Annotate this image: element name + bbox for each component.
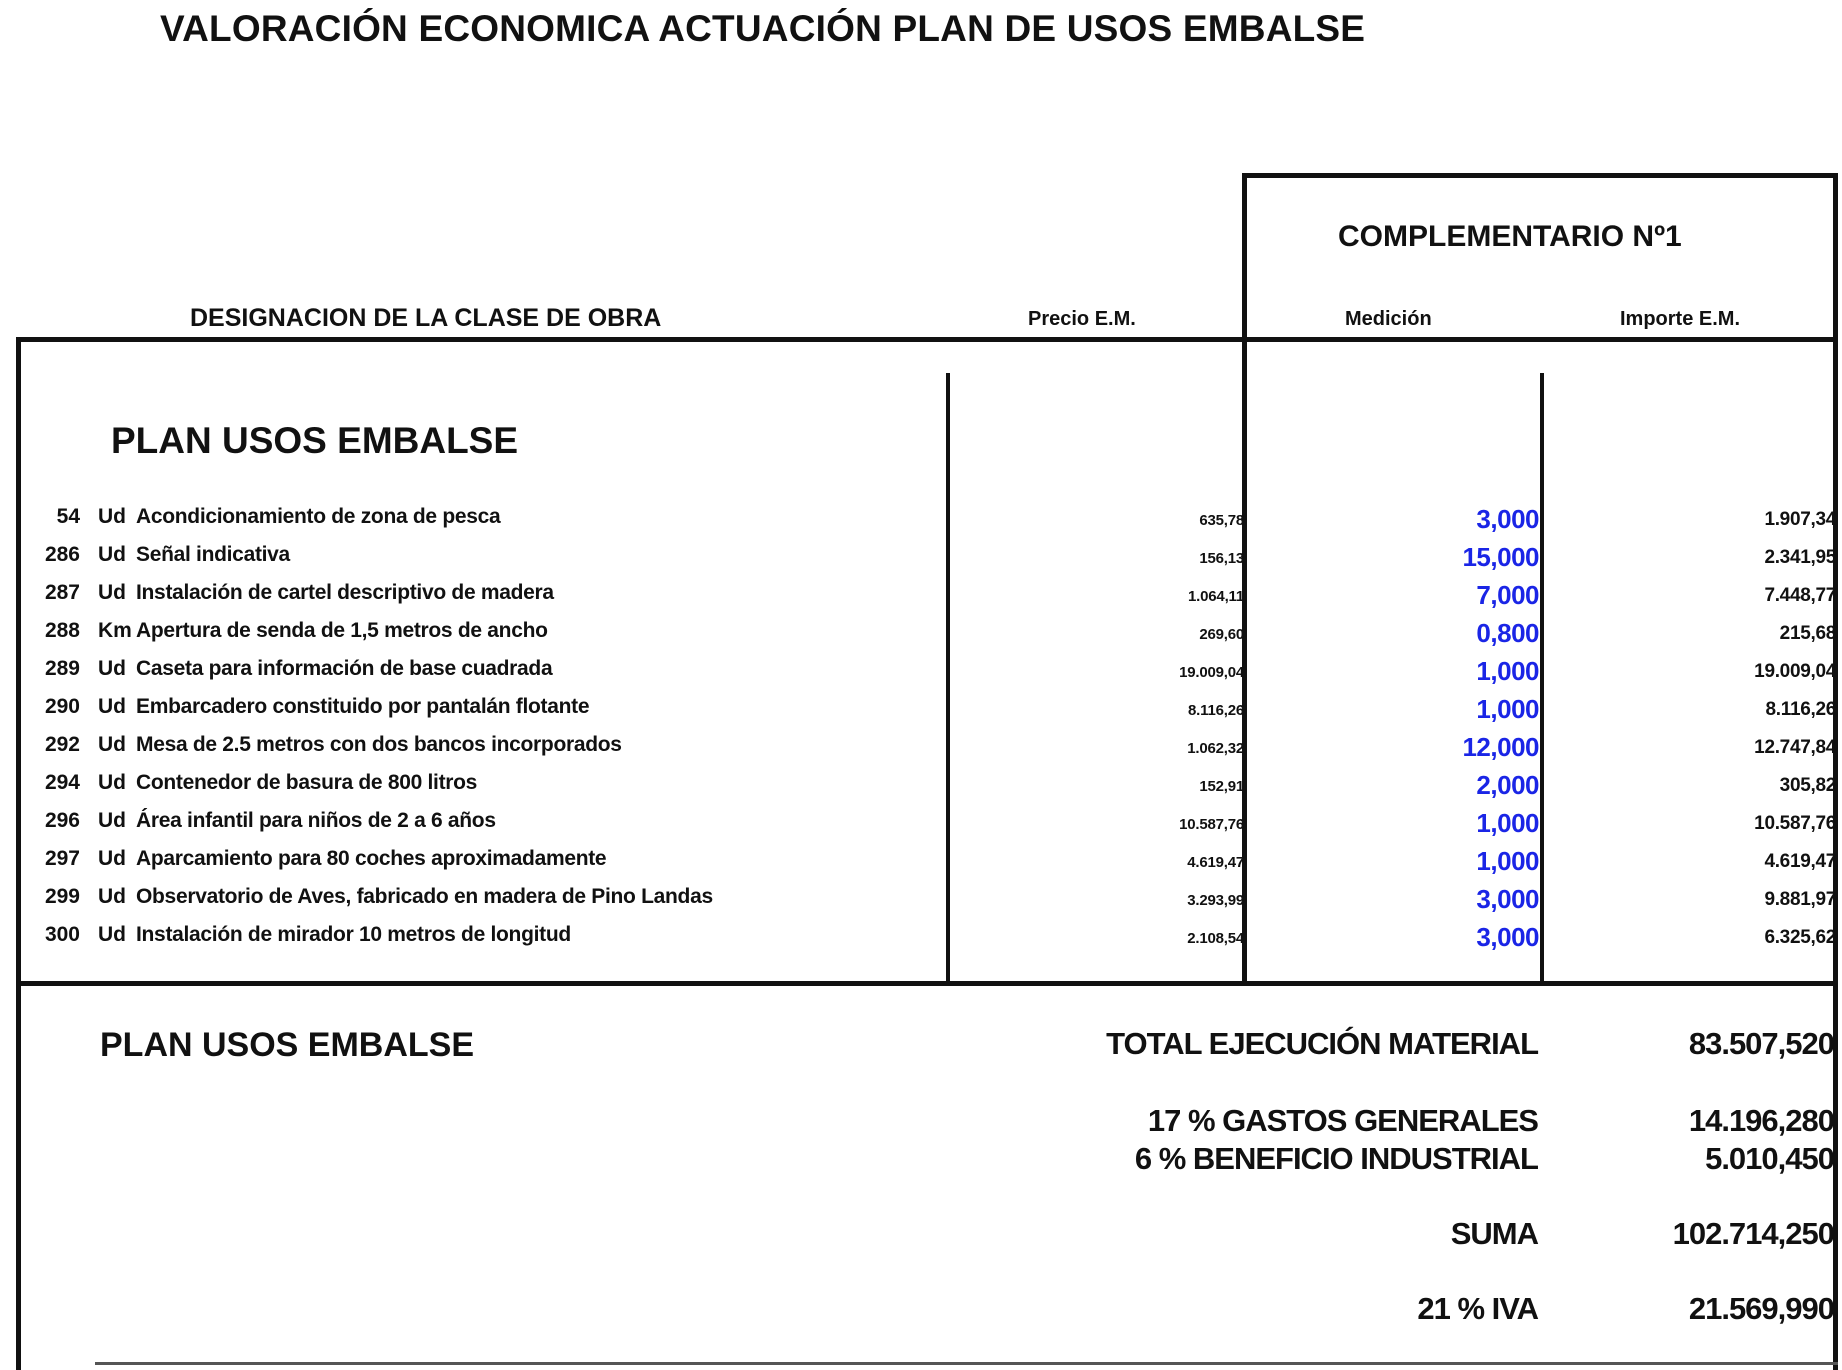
item-quantity: 0,800 [1476,618,1539,648]
table-row [0,765,1842,803]
table-row [0,537,1842,575]
item-amount: 2.341,95 [1764,547,1836,568]
table-row [0,803,1842,841]
item-unit: Ud [98,695,126,718]
item-unit: Ud [98,885,126,908]
item-quantity: 1,000 [1476,694,1539,724]
item-description: Señal indicativa [136,543,290,566]
item-description: Aparcamiento para 80 coches aproximadamente [136,847,607,870]
item-description: Instalación de cartel descriptivo de madera [136,581,554,604]
item-description: Contenedor de basura de 800 litros [136,771,478,794]
item-code: 297 [44,847,80,870]
summary-bottom-rule [95,1362,1838,1365]
gastos-generales-label: 17 % GASTOS GENERALES [1147,1103,1538,1138]
column-header-precio: Precio E.M. [1028,308,1136,330]
table-row [0,613,1842,651]
item-description: Observatorio de Aves, fabricado en madera de Pino Landas [136,885,713,908]
item-unit: Ud [98,923,126,946]
item-price: 152,91 [1199,778,1244,795]
item-price: 635,78 [1199,512,1244,529]
item-quantity: 12,000 [1462,732,1539,762]
item-code: 292 [44,733,80,756]
item-unit: Ud [98,543,126,566]
item-code: 288 [44,619,80,642]
item-price: 156,13 [1199,550,1244,567]
item-quantity: 3,000 [1476,922,1539,952]
item-unit: Ud [98,733,126,756]
table-row [0,575,1842,613]
item-amount: 12.747,84 [1754,737,1836,758]
table-row [0,917,1842,955]
item-amount: 215,68 [1779,623,1836,644]
item-price: 19.009,04 [1179,664,1244,681]
item-amount: 6.325,62 [1764,927,1836,948]
item-amount: 305,82 [1779,775,1836,796]
item-description: Instalación de mirador 10 metros de longitud [136,923,571,946]
item-description: Mesa de 2.5 metros con dos bancos incorporados [136,733,622,756]
item-price: 2.108,54 [1187,930,1244,947]
item-price: 3.293,99 [1187,892,1244,909]
item-code: 294 [44,771,80,794]
table-row [0,499,1842,537]
iva-label: 21 % IVA [1417,1291,1538,1326]
column-header-medicion: Medición [1345,308,1432,330]
item-code: 289 [44,657,80,680]
table-row [0,727,1842,765]
complementario-top-border [1242,173,1836,178]
item-unit: Ud [98,505,126,528]
item-description: Embarcadero constituido por pantalán flotante [136,695,590,718]
item-unit: Ud [98,847,126,870]
item-quantity: 2,000 [1476,770,1539,800]
item-description: Área infantil para niños de 2 a 6 años [136,809,496,832]
item-price: 8.116,26 [1188,702,1244,719]
gastos-generales-value: 14.196,280 [1688,1103,1834,1138]
item-code: 286 [44,543,80,566]
item-description: Apertura de senda de 1,5 metros de ancho [136,619,548,642]
item-quantity: 3,000 [1476,884,1539,914]
page-title: VALORACIÓN ECONOMICA ACTUACIÓN PLAN DE USOS EMBALSE [160,8,1366,49]
item-price: 1.062,32 [1187,740,1244,757]
complementario-heading: COMPLEMENTARIO Nº1 [1338,220,1682,253]
item-code: 54 [56,505,80,528]
item-code: 287 [44,581,80,604]
item-amount: 4.619,47 [1764,851,1836,872]
item-code: 290 [44,695,80,718]
item-quantity: 3,000 [1476,504,1539,534]
item-quantity: 1,000 [1476,846,1539,876]
table-row [0,651,1842,689]
beneficio-industrial-label: 6 % BENEFICIO INDUSTRIAL [1134,1141,1538,1176]
item-description: Caseta para información de base cuadrada [136,657,553,680]
item-quantity: 7,000 [1476,580,1539,610]
item-quantity: 1,000 [1476,656,1539,686]
total-ejecucion-value: 83.507,520 [1688,1026,1834,1061]
item-unit: Ud [98,581,126,604]
item-amount: 8.116,26 [1765,699,1836,720]
column-header-designacion: DESIGNACION DE LA CLASE DE OBRA [190,304,662,332]
table-row [0,879,1842,917]
item-amount: 7.448,77 [1764,585,1836,606]
item-unit: Ud [98,809,126,832]
item-code: 300 [44,923,80,946]
beneficio-industrial-value: 5.010,450 [1705,1141,1834,1176]
item-unit: Km [98,619,132,642]
iva-value: 21.569,990 [1688,1291,1834,1326]
item-amount: 10.587,76 [1754,813,1836,834]
suma-label: SUMA [1450,1216,1538,1251]
column-header-importe: Importe E.M. [1620,308,1741,330]
item-price: 4.619,47 [1187,854,1244,871]
table-row [0,841,1842,879]
section-title: PLAN USOS EMBALSE [111,420,519,461]
item-amount: 19.009,04 [1754,661,1836,682]
item-quantity: 1,000 [1476,808,1539,838]
summary-section-title: PLAN USOS EMBALSE [100,1026,475,1064]
item-unit: Ud [98,657,126,680]
item-price: 269,60 [1199,626,1244,643]
body-bottom-rule [16,981,1838,986]
item-price: 10.587,76 [1179,816,1244,833]
item-description: Acondicionamiento de zona de pesca [136,505,501,528]
item-price: 1.064,11 [1188,588,1244,605]
item-amount: 9.881,97 [1764,889,1836,910]
total-ejecucion-label: TOTAL EJECUCIÓN MATERIAL [1106,1026,1538,1061]
suma-value: 102.714,250 [1672,1216,1834,1251]
item-code: 296 [44,809,80,832]
header-bottom-rule [16,337,1838,342]
item-amount: 1.907,34 [1764,509,1836,530]
item-unit: Ud [98,771,126,794]
item-quantity: 15,000 [1462,542,1539,572]
item-code: 299 [44,885,80,908]
table-row [0,689,1842,727]
